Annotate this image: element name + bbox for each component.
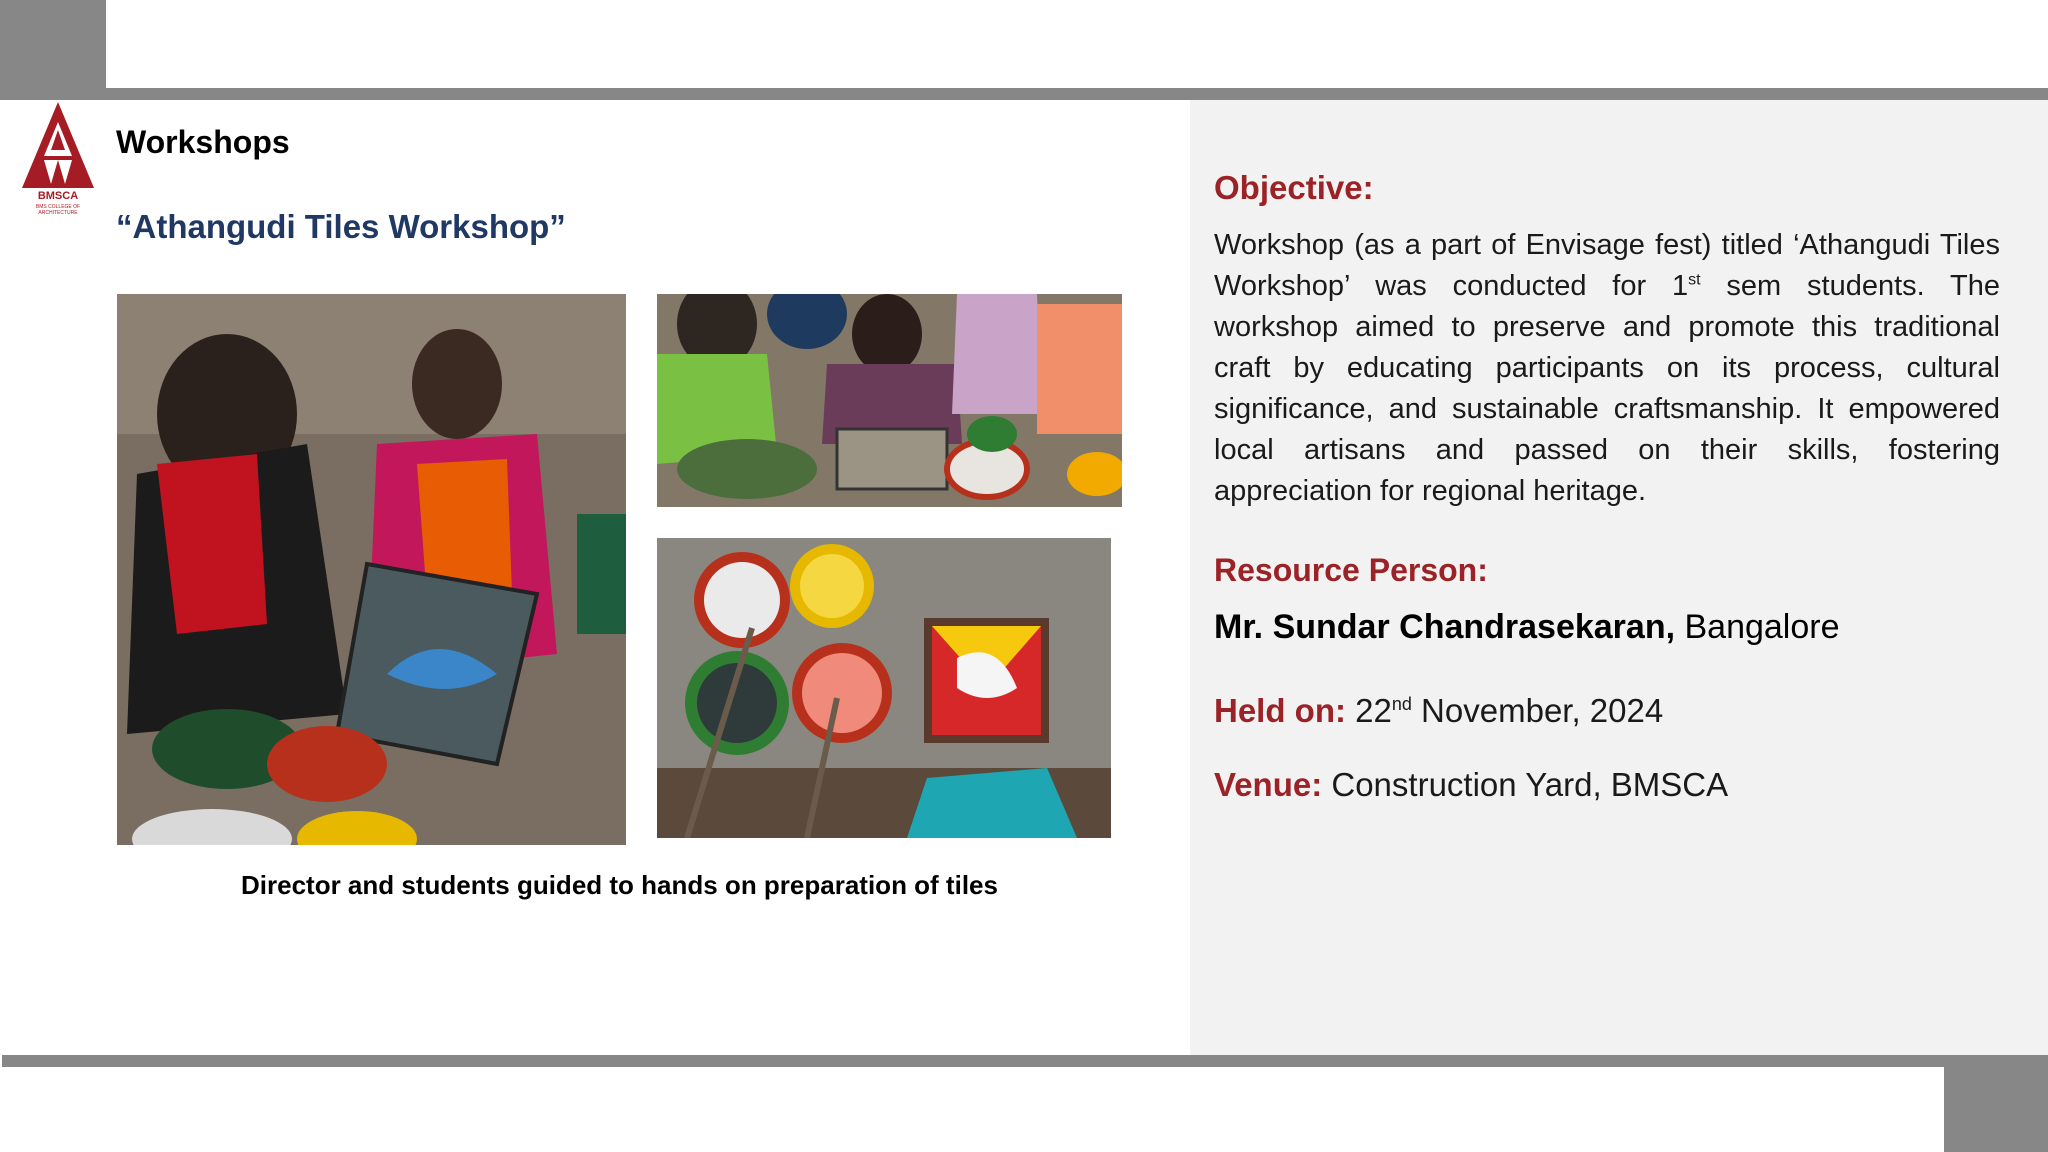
section-title: Workshops [116, 124, 290, 160]
objective-superscript: st [1688, 271, 1701, 289]
bottom-divider-bar [2, 1055, 2048, 1067]
resource-person-name: Mr. Sundar Chandrasekaran, [1214, 608, 1676, 646]
objective-text-part-2: sem students. The workshop aimed to preserve and promote this traditional craft by educating participants on its process, cultural significance, and sustainable craftsmanship. It empowered local artisans and passed on their skills, fostering appreciation for regional heritage. [1214, 270, 2000, 507]
resource-person [1214, 608, 1840, 647]
objective-label: Objective: [1214, 169, 1374, 206]
held-on-label: Held on: [1214, 692, 1346, 729]
venue-value: Construction Yard, BMSCA [1322, 766, 1729, 803]
top-divider-bar [0, 88, 2048, 100]
logo-text: BMSCA [37, 190, 79, 202]
venue-line [1214, 766, 1728, 804]
venue-label: Venue: [1214, 766, 1323, 803]
held-on-rest: November, 2024 [1411, 692, 1664, 729]
resource-person-place: Bangalore [1675, 608, 1840, 646]
held-on-superscript: nd [1391, 694, 1412, 714]
photo-students-pressing-tile [657, 294, 1122, 507]
logo-subtext: BMS COLLEGE OF ARCHITECTURE [35, 204, 81, 216]
workshop-title: “Athangudi Tiles Workshop” [116, 208, 566, 245]
top-corner-block [0, 0, 106, 88]
photo-paint-pots-and-tile [657, 538, 1111, 838]
objective-text [1214, 225, 2000, 512]
held-on-line [1214, 692, 1663, 730]
objective-text-part-1: Workshop (as a part of Envisage fest) titled ‘Athangudi Tiles Workshop’ was conducted for 1 [1214, 229, 2000, 302]
photo-caption: Director and students guided to hands on preparation of tiles [241, 870, 998, 900]
photo-director-with-tile-mould [117, 294, 626, 845]
bottom-corner-block [1944, 1067, 2048, 1152]
held-on-day: 22 [1345, 692, 1392, 729]
resource-person-label: Resource Person: [1214, 552, 1488, 588]
bmsca-logo [18, 100, 98, 216]
logo-triangle-icon [18, 100, 98, 192]
